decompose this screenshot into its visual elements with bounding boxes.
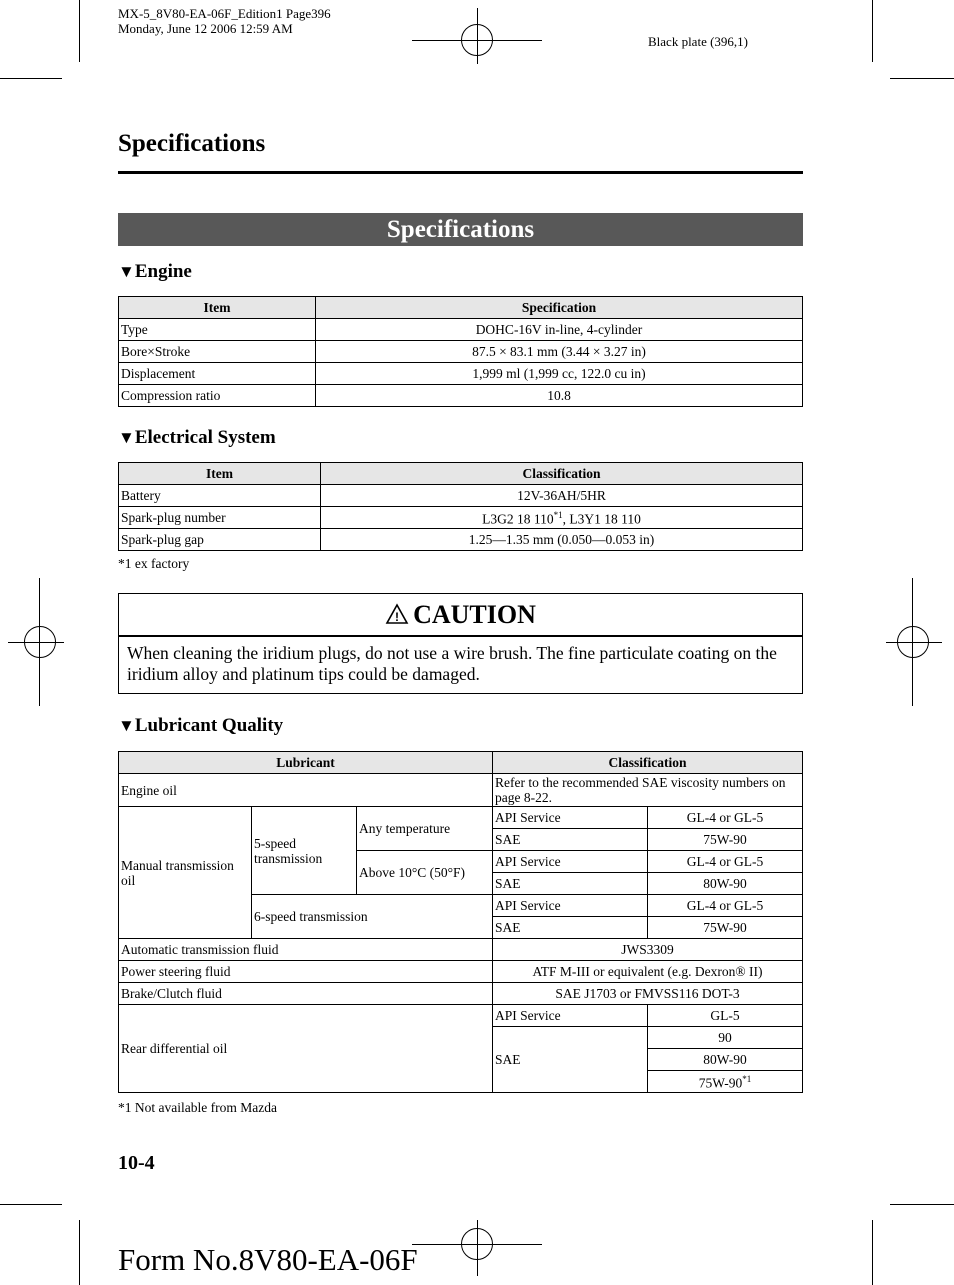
crop-mark (890, 78, 954, 79)
cell-value: 12V-36AH/5HR (321, 485, 803, 507)
cell-value: SAE J1703 or FMVSS116 DOT-3 (493, 983, 803, 1005)
cell-value: 87.5 × 83.1 mm (3.44 × 3.27 in) (316, 341, 803, 363)
cell-value: 90 (648, 1027, 803, 1049)
lubricant-footnote: *1 Not available from Mazda (118, 1100, 277, 1115)
electrical-heading (118, 427, 276, 449)
cell-label: Engine oil (119, 774, 493, 807)
cell-value: GL-4 or GL-5 (648, 851, 803, 873)
cell-label: SAE (493, 829, 648, 851)
cell-value: 75W-90 (648, 917, 803, 939)
cell-value (321, 507, 803, 529)
table-row (119, 961, 803, 983)
print-header (118, 6, 331, 36)
cell-label: Any temperature (357, 807, 493, 851)
rear-diff-7590: 75W-90 (698, 1075, 743, 1091)
table-row (119, 385, 803, 407)
lubricant-heading (118, 715, 283, 737)
table-row (119, 363, 803, 385)
lubricant-heading-text: Lubricant Quality (134, 715, 284, 736)
cell-label: Displacement (119, 363, 316, 385)
cell-label: Compression ratio (119, 385, 316, 407)
cell-value: 75W-90 (648, 829, 803, 851)
engine-heading-text: Engine (134, 261, 192, 282)
header-classification: Classification (321, 463, 803, 485)
cell-label: Spark-plug gap (119, 529, 321, 551)
table-row (119, 529, 803, 551)
cell-label: Bore×Stroke (119, 341, 316, 363)
caution-box (118, 593, 803, 694)
electrical-footnote: *1 ex factory (118, 556, 190, 571)
spark-number-b: , L3Y1 18 110 (562, 511, 641, 527)
cell-label: API Service (493, 1005, 648, 1027)
section-title: Specifications (118, 130, 266, 157)
table-row (119, 341, 803, 363)
cell-label: 5-speed transmission (252, 807, 357, 895)
cell-label: Type (119, 319, 316, 341)
caution-header (119, 594, 802, 637)
header-classification: Classification (493, 752, 803, 774)
cell-label: SAE (493, 917, 648, 939)
plate-label: Black plate (396,1) (648, 34, 748, 49)
cell-value: GL-5 (648, 1005, 803, 1027)
print-header-file: MX-5_8V80-EA-06F_Edition1 Page396 (118, 6, 331, 21)
footnote-ref: *1 (742, 1074, 752, 1085)
crop-mark (872, 1220, 873, 1285)
caution-title: CAUTION (413, 600, 536, 629)
form-number: Form No.8V80-EA-06F (118, 1242, 418, 1277)
cell-label: API Service (493, 851, 648, 873)
crop-mark (0, 1204, 62, 1205)
table-row (119, 319, 803, 341)
banner-title: Specifications (118, 213, 803, 246)
cell-value: ATF M-III or equivalent (e.g. Dexron® II) (493, 961, 803, 983)
triangle-down-icon: ▼ (118, 428, 135, 447)
cell-value: 80W-90 (648, 873, 803, 895)
cell-label: SAE (493, 1027, 648, 1093)
engine-table (118, 296, 803, 407)
cell-value: GL-4 or GL-5 (648, 895, 803, 917)
cell-value (648, 1071, 803, 1093)
cell-label: Rear differential oil (119, 1005, 493, 1093)
triangle-down-icon: ▼ (118, 262, 135, 281)
warning-triangle-icon (385, 596, 409, 638)
electrical-heading-text: Electrical System (134, 427, 276, 448)
header-item: Item (119, 297, 316, 319)
table-row (119, 507, 803, 529)
table-row (119, 983, 803, 1005)
electrical-table (118, 462, 803, 551)
table-header-row (119, 752, 803, 774)
crop-mark (79, 0, 80, 62)
table-row (119, 939, 803, 961)
cell-label: Power steering fluid (119, 961, 493, 983)
cell-label: Spark-plug number (119, 507, 321, 529)
print-header-date: Monday, June 12 2006 12:59 AM (118, 21, 293, 36)
table-row (119, 1005, 803, 1027)
cell-value: 80W-90 (648, 1049, 803, 1071)
crop-mark (872, 0, 873, 62)
header-lubricant: Lubricant (119, 752, 493, 774)
cell-label: API Service (493, 895, 648, 917)
table-row (119, 774, 803, 807)
cell-label: Automatic transmission fluid (119, 939, 493, 961)
header-item: Item (119, 463, 321, 485)
cell-value: 10.8 (316, 385, 803, 407)
page-number: 10-4 (118, 1152, 155, 1174)
table-row (119, 485, 803, 507)
crop-mark (79, 1220, 80, 1285)
cell-value: Refer to the recommended SAE viscosity numbers on page 8-22. (493, 774, 803, 807)
header-spec: Specification (316, 297, 803, 319)
cell-label: SAE (493, 873, 648, 895)
crop-mark (0, 78, 62, 79)
engine-heading (118, 261, 192, 283)
table-header-row (119, 297, 803, 319)
section-rule (118, 171, 803, 174)
crop-mark (890, 1204, 954, 1205)
lubricant-table (118, 751, 803, 1093)
table-row (119, 807, 803, 829)
cell-value: 1.25―1.35 mm (0.050―0.053 in) (321, 529, 803, 551)
cell-value: 1,999 ml (1,999 cc, 122.0 cu in) (316, 363, 803, 385)
cell-label: Manual transmission oil (119, 807, 252, 939)
triangle-down-icon: ▼ (118, 716, 135, 735)
spark-number-a: L3G2 18 110 (482, 511, 554, 527)
footnote-ref: *1 (553, 510, 563, 521)
table-header-row (119, 463, 803, 485)
cell-value: GL-4 or GL-5 (648, 807, 803, 829)
cell-label: API Service (493, 807, 648, 829)
cell-label: Brake/Clutch fluid (119, 983, 493, 1005)
cell-label: Battery (119, 485, 321, 507)
cell-label: 6-speed transmission (252, 895, 493, 939)
svg-text:!: ! (395, 610, 400, 624)
caution-text: When cleaning the iridium plugs, do not use a wire brush. The fine particulate coating on the iridium alloy and platinum tips could be damaged. (127, 643, 777, 684)
cell-value: JWS3309 (493, 939, 803, 961)
cell-label: Above 10°C (50°F) (357, 851, 493, 895)
cell-value: DOHC-16V in-line, 4-cylinder (316, 319, 803, 341)
